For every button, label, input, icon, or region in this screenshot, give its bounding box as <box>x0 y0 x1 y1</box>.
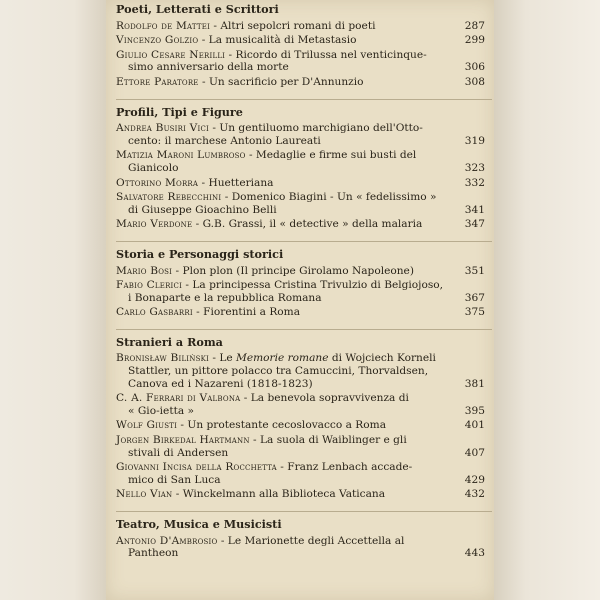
left-margin <box>0 0 106 600</box>
entry-page: 341 <box>464 203 485 216</box>
entry-title-continued: stivali di Andersen <box>128 446 229 459</box>
toc-entry: Nello Vian - Winckelmann alla Biblioteca Vaticana 432 <box>116 488 485 501</box>
entry-author: Ettore Paratore <box>116 75 199 88</box>
entry-title-continued: mico di San Luca <box>128 473 221 486</box>
entry-title: La suola di Waiblinger e gli <box>260 434 407 447</box>
entry-page: 306 <box>464 61 485 74</box>
entry-title: La musicalità di Metastasio <box>208 34 357 47</box>
toc-section <box>116 336 488 501</box>
right-margin <box>494 0 600 600</box>
entry-title: Un sacrificio per D'Annunzio <box>208 75 364 88</box>
toc-entry: Ettore Paratore - Un sacrificio per D'Annunzio 308 <box>116 75 485 88</box>
toc-entry: C. A. Ferrari di Valbona - La benevola sopravvivenza di « Gio-ietta » 395 <box>116 392 485 417</box>
toc-section <box>116 106 488 231</box>
entry-author: Carlo Gasbarri <box>116 306 193 319</box>
entry-title: Un gentiluomo marchigiano dell'Otto- <box>219 122 423 135</box>
toc-section <box>116 248 488 319</box>
toc-entry: Wolf Giusti - Un protestante cecoslovacco a Roma 401 <box>116 419 485 432</box>
entry-title: Le Marionette degli Accettella al <box>227 534 405 547</box>
entry-title: G.B. Grassi, il « detective » della malaria <box>202 218 423 231</box>
entry-title-continued: Canova ed i Nazareni (1818-1823) <box>128 377 313 390</box>
divider <box>116 511 492 512</box>
entry-page: 443 <box>464 547 485 560</box>
entry-author: Matizia Maroni Lumbroso <box>116 149 246 162</box>
entry-author: Salvatore Rebecchini <box>116 191 222 204</box>
entry-page: 347 <box>464 218 485 231</box>
entry-author: Andrea Busiri Vici <box>116 122 209 135</box>
toc-entry: Mario Bosi - Plon plon (Il principe Girolamo Napoleone) 351 <box>116 264 485 277</box>
entry-page: 381 <box>464 377 485 390</box>
entry-title: Winckelmann alla Biblioteca Vaticana <box>182 488 386 501</box>
entry-author: Mario Bosi <box>116 264 173 277</box>
entry-page: 395 <box>464 404 485 417</box>
entry-author: Wolf Giusti <box>116 419 178 432</box>
toc-entry: Rodolfo de Mattei - Altri sepolcri romani di poeti 287 <box>116 19 485 32</box>
entry-author: Fabio Clerici <box>116 279 183 292</box>
entry-author: Ottorino Morra <box>116 176 199 189</box>
entry-page: 299 <box>464 34 485 47</box>
entry-page: 351 <box>464 264 485 277</box>
entry-author: Giulio Cesare Nerilli <box>116 48 226 61</box>
entry-author: Rodolfo de Mattei <box>116 19 211 32</box>
book-page <box>106 0 494 600</box>
entry-author: Bronisław Biliński <box>116 352 209 365</box>
toc-entry: Matizia Maroni Lumbroso - Medaglie e firme sui busti del Gianicolo 323 <box>116 149 485 174</box>
toc-entry: Antonio D'Ambrosio - Le Marionette degli Accettella al Pantheon 443 <box>116 534 485 560</box>
entry-page: 432 <box>464 488 485 501</box>
section-title: Storia e Personaggi storici <box>116 246 284 261</box>
divider <box>116 241 492 242</box>
entry-title: Franz Lenbach accade- <box>287 461 413 474</box>
entry-title: Ricordo di Trilussa nel venticinque- <box>235 48 427 61</box>
toc-entry: Fabio Clerici - La principessa Cristina Trivulzio di Belgiojoso, i Bonaparte e la repubblica Romana 367 <box>116 279 485 304</box>
entry-page: 429 <box>464 473 485 486</box>
toc-entry: Jorgen Birkedal Hartmann - La suola di Waiblinger e gli stivali di Andersen 407 <box>116 434 485 459</box>
toc-entry: Carlo Gasbarri - Fiorentini a Roma 375 <box>116 306 485 319</box>
entry-title-italic: Memorie romane <box>235 352 329 365</box>
entry-author: Vincenzo Golzio <box>116 34 199 47</box>
toc-entry: Salvatore Rebecchini - Domenico Biagini - Un « fedelissimo » di Giuseppe Gioachino Belli 341 <box>116 191 485 216</box>
divider <box>116 99 492 100</box>
toc-section <box>116 518 488 560</box>
entry-title-continued: Gianicolo <box>128 161 179 174</box>
toc-entry: Vincenzo Golzio - La musicalità di Metastasio 299 <box>116 34 485 47</box>
entry-author: Giovanni Incisa della Rocchetta <box>116 461 277 474</box>
entry-page: 401 <box>464 419 485 432</box>
toc-section <box>116 3 488 89</box>
entry-author: Jorgen Birkedal Hartmann <box>116 434 250 447</box>
toc-entry: Bronisław Biliński - Le Memorie romane di Wojciech Korneli Stattler, un pittore polacco tra Camuccini, Thorvaldsen, Canova ed i Nazareni (1818-1823) 381 <box>116 352 485 390</box>
toc-entry: Giovanni Incisa della Rocchetta - Franz Lenbach accade- mico di San Luca 429 <box>116 461 485 486</box>
entry-title: Altri sepolcri romani di poeti <box>220 19 376 32</box>
table-of-contents <box>116 3 488 570</box>
entry-title-continued: « Gio-ietta » <box>128 404 194 417</box>
entry-page: 332 <box>464 176 485 189</box>
entry-page: 407 <box>464 446 485 459</box>
toc-entry: Ottorino Morra - Huetteriana 332 <box>116 176 485 189</box>
toc-entry: Giulio Cesare Nerilli - Ricordo di Trilussa nel venticinque- simo anniversario della morte 306 <box>116 48 485 74</box>
entry-title-continued: Stattler, un pittore polacco tra Camuccini, Thorvaldsen, <box>128 365 429 378</box>
entry-title-continued: Pantheon <box>128 547 179 560</box>
entry-page: 308 <box>464 75 485 88</box>
entry-author: Mario Verdone <box>116 218 193 231</box>
entry-title: Medaglie e firme sui busti del <box>255 149 417 162</box>
toc-entry: Mario Verdone - G.B. Grassi, il « detective » della malaria 347 <box>116 218 485 231</box>
section-title: Teatro, Musica e Musicisti <box>116 517 282 531</box>
entry-page: 323 <box>464 161 485 174</box>
entry-title-continued: di Giuseppe Gioachino Belli <box>128 203 277 216</box>
toc-entry: Andrea Busiri Vici - Un gentiluomo marchigiano dell'Otto- cento: il marchese Antonio Laureati 319 <box>116 122 485 147</box>
entry-author: C. A. Ferrari di Valbona <box>116 392 241 405</box>
section-title: Profili, Tipi e Figure <box>116 104 243 119</box>
entry-title-prefix: Le <box>219 352 236 365</box>
section-title: Poeti, Letterati e Scrittori <box>116 2 279 16</box>
entry-title-continued: simo anniversario della morte <box>128 61 289 74</box>
entry-author: Antonio D'Ambrosio <box>116 534 218 547</box>
entry-title: Un protestante cecoslovacco a Roma <box>187 419 387 432</box>
section-title: Stranieri a Roma <box>116 334 223 349</box>
entry-title: La benevola sopravvivenza di <box>250 392 409 405</box>
entry-author: Nello Vian <box>116 488 173 501</box>
entry-title: Huetteriana <box>208 176 274 189</box>
entry-page: 367 <box>464 291 485 304</box>
entry-page: 375 <box>464 306 485 319</box>
entry-page: 287 <box>464 19 485 32</box>
entry-page: 319 <box>464 134 485 147</box>
entry-title: La principessa Cristina Trivulzio di Belgiojoso, <box>192 279 444 292</box>
entry-title: Plon plon (Il principe Girolamo Napoleone) <box>182 264 414 277</box>
entry-title-continued: i Bonaparte e la repubblica Romana <box>128 291 322 304</box>
entry-title: di Wojciech Korneli <box>328 352 436 365</box>
entry-title: Fiorentini a Roma <box>203 306 301 319</box>
divider <box>116 329 492 330</box>
entry-title: Domenico Biagini - Un « fedelissimo » <box>231 191 437 204</box>
entry-title-continued: cento: il marchese Antonio Laureati <box>128 134 321 147</box>
